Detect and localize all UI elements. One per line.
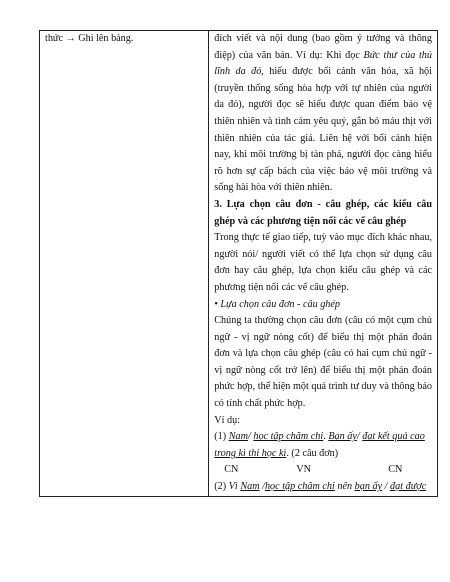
divider-2: / — [356, 431, 363, 443]
subheading: • Lựa chọn câu đơn - câu ghép — [214, 298, 341, 310]
work-title: Bức thư của thủ lĩnh da đỏ — [214, 49, 432, 78]
connector-vi: Vì — [228, 481, 241, 493]
table-row — [40, 31, 438, 497]
subject-1: Nam — [228, 431, 248, 443]
paragraph-explanation: Chúng ta thường chọn câu đơn (câu có một cụm chủ ngữ - vị ngữ nòng cốt) để biểu thị một phán đoán đơn và lựa chọn câu ghép (câu có hai cụm chủ ngữ - vị ngữ nòng cốt trở lên) để biểu thị một phán đoán phức hợp, thể hiện một quá trình tư duy và thông báo có tính chất phức hợp. — [214, 315, 432, 410]
subject-4: bạn ấy — [354, 481, 383, 493]
subject-2: Bạn ấy — [328, 431, 357, 443]
grammar-tags — [214, 462, 432, 479]
example-1-number: (1) — [214, 431, 229, 443]
subject-3: Nam — [240, 481, 260, 493]
para1-after: , hiểu được bối cảnh văn hóa, xã hội (truyền thống sống hòa hợp với tự nhiên của người da đỏ), người đọc sẽ hiểu được quan điểm bảo vệ thiên nhiên và tình cảm yêu quý, gắn bó máu thịt với thiên nhiên của tác giả. Liên hệ với bối cảnh hiện nay, khi môi trường bị tàn phá, người đọc càng hiểu rõ hơn sự cấp bách của việc bảo vệ môi trường và sống hài hòa với thiên nhiên. — [214, 66, 432, 194]
lesson-table — [39, 30, 438, 497]
tag-vn: VN — [296, 464, 311, 476]
divider-4: / — [382, 481, 391, 493]
example-label: Ví dụ: — [214, 414, 241, 426]
section-heading: 3. Lựa chọn câu đơn - câu ghép, các kiểu câu ghép và các phương tiện nối các vế câu ghép — [214, 198, 432, 227]
right-cell — [209, 31, 438, 497]
example-2 — [214, 479, 432, 496]
example-1-note: . (2 câu đơn) — [286, 447, 339, 459]
tag-cn-2: CN — [388, 464, 403, 476]
tag-cn-1: CN — [224, 464, 239, 476]
predicate-1: học tập chăm chỉ — [253, 431, 324, 443]
predicate-2: đạt kết quả cao trong kì thi học kì — [214, 431, 425, 459]
para1-before: đích viết và nội dung (bao gồm ý tưởng và thông điệp) của văn bản. Ví dụ: Khi đọc — [214, 33, 432, 61]
divider-1: / — [247, 431, 254, 443]
paragraph-context — [214, 31, 432, 197]
predicate-4: đạt được — [390, 481, 427, 493]
example-1 — [214, 429, 432, 462]
period: . — [323, 431, 329, 443]
divider-3: / — [259, 481, 265, 493]
left-cell — [40, 31, 209, 497]
left-cell-text: thức → Ghi lên bảng. — [45, 33, 134, 44]
connector-nen: nên — [334, 481, 355, 493]
predicate-3: học tập chăm chỉ — [264, 481, 335, 493]
paragraph-intro: Trong thực tế giao tiếp, tuỳ vào mục đích khác nhau, người nói/ người viết có thể lựa chọn sử dụng câu đơn hay câu ghép, lựa chọn kiểu câu ghép và các phương tiện nối các vế câu ghép. — [214, 232, 432, 293]
example-2-number: (2) — [214, 481, 229, 493]
